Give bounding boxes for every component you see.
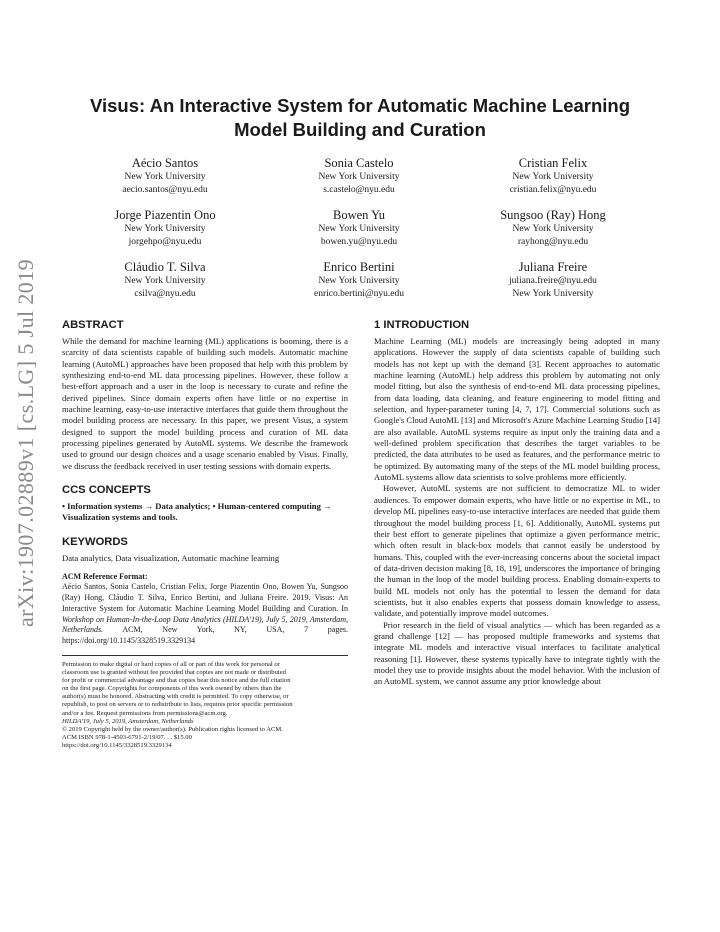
author-email: rayhong@nyu.edu <box>517 236 589 247</box>
reference-venue: Workshop on Human-In-the-Loop Data Analytics (HILDA'19), July 5, 2019, Amsterdam, Netherlands. <box>62 614 348 635</box>
author <box>456 155 650 196</box>
author-affiliation: New York University <box>512 224 594 234</box>
author <box>262 207 456 248</box>
keywords-heading: KEYWORDS <box>62 535 128 548</box>
ccs-concepts: • Information systems → Data analytics; • Human-centered computing → Visualization systems and tools. <box>62 501 332 523</box>
author-affiliation: New York University <box>318 276 400 286</box>
footnote-line: Permission to make digital or hard copies of all or part of this work for personal or <box>62 660 280 668</box>
author-name: Sungsoo (Ray) Hong <box>500 208 606 222</box>
intro-paragraph-2: However, AutoML systems are not sufficient to democratize ML to wider audiences. To empower domain experts, who have little or no expertise in ML, to develop ML pipelines easy-to-use interactive interfaces are needed that guide them throughout the model building process [1, 6]. Additionally, AutoML systems put their best effort to generate pipelines that optimize a given performance metric, which often result in black-box models that cannot easily be understood by humans. This, coupled with the ever-increasing concerns about the societal impact of data-driven decision making [8, 18, 19], underscores the importance of bringing the human in the loop of the model building process. Enabling domain-experts to build ML models not only has the potential to lessen the demand for data scientists, but it also enables experts that possess domain knowledge to assess, validate, and potentially improve model outcomes. <box>374 483 660 619</box>
author-name: Enrico Bertini <box>323 260 395 274</box>
author-name: Jorge Piazentin Ono <box>114 208 216 222</box>
right-column <box>374 318 660 688</box>
introduction-heading: 1 INTRODUCTION <box>374 319 470 331</box>
footnote-line: and/or a fee. Request permissions from permissions@acm.org. <box>62 709 228 717</box>
footnote-copyright: © 2019 Copyright held by the owner/author(s). Publication rights licensed to ACM. <box>62 725 283 733</box>
reference-format-text <box>62 582 348 647</box>
abstract-text: While the demand for machine learning (ML) applications is booming, there is a scarcity of data scientists capable of building such models. Automatic machine learning (AutoML) approaches have been proposed that help with this problem by synthesizing end-to-end ML data processing pipelines. However, these follow a best-effort approach and a user in the loop is necessary to curate and refine the derived pipelines. Since domain experts often have little or no expertise in machine learning, easy-to-use interactive interfaces that guide them throughout the model building process are necessary. In this paper, we present Visus, a system designed to support the model building process and curation of ML data processing pipelines generated by AutoML systems. We describe the framework used to ground our design choices and a usage scenario enabled by Visus. Finally, we discuss the feedback received in user testing sessions with domain experts. <box>62 336 348 471</box>
author-email: jorgehpo@nyu.edu <box>128 236 202 247</box>
footnote-line: classroom use is granted without fee provided that copies are not made or distributed <box>62 669 286 677</box>
author-affiliation: New York University <box>124 224 206 234</box>
permission-footnote <box>62 661 348 750</box>
author <box>68 155 262 196</box>
author-email: aecio.santos@nyu.edu <box>122 184 208 195</box>
reference-format-heading: ACM Reference Format: <box>62 572 148 582</box>
ccs-heading: CCS CONCEPTS <box>62 484 151 497</box>
author-name: Sonia Castelo <box>324 156 394 170</box>
author-affiliation: New York University <box>124 276 206 286</box>
footnote-isbn: ACM ISBN 978-1-4503-6791-2/19/07. . . $15.00 <box>62 733 192 741</box>
reference-publisher: ACM, New York, NY, USA, 7 pages. https://doi.org/10.1145/3328519.3329134 <box>62 625 348 646</box>
author-email: cristian.felix@nyu.edu <box>509 184 597 195</box>
author-affiliation: New York University <box>318 224 400 234</box>
abstract-heading: ABSTRACT <box>62 319 124 331</box>
ccs-text <box>62 501 348 524</box>
paper-title <box>60 94 660 142</box>
intro-paragraph-3: Prior research in the field of visual analytics — which has been regarded as a grand challenge [12] — has proposed multiple frameworks and systems that integrate ML models and interactive visual interfaces to facilitate analytical reasoning [1]. However, these systems typically have to integrate tightly with the model they use to provide insights about the model behavior. With the inclusion of an AutoML system, we cannot assume any prior knowledge about <box>374 619 660 687</box>
author <box>456 207 650 248</box>
author-email: juliana.freire@nyu.edu <box>509 276 597 286</box>
footnote-line: republish, to post on servers or to redistribute to lists, requires prior specific permission <box>62 701 293 709</box>
title-line-2: Model Building and Curation <box>234 119 486 140</box>
author <box>68 207 262 248</box>
author <box>456 259 650 300</box>
author-affiliation: New York University <box>512 172 594 182</box>
footnote-line: author(s) must be honored. Abstracting with credit is permitted. To copy otherwise, or <box>62 693 289 701</box>
author-email: csilva@nyu.edu <box>134 288 196 299</box>
arxiv-stamp <box>6 259 46 627</box>
author-name: Cristian Felix <box>518 156 588 170</box>
footnote-divider <box>62 655 348 656</box>
arxiv-stamp-text: arXiv:1907.02889v1 [cs.LG] 5 Jul 2019 <box>13 259 39 627</box>
author-name: Cláudio T. Silva <box>124 260 206 274</box>
author-affiliation: New York University <box>318 172 400 182</box>
author-name: Bowen Yu <box>333 208 385 222</box>
intro-paragraph-1: Machine Learning (ML) models are increasingly being adopted in many applications. However the supply of data scientists capable of building such models has not kept up with the demand [3]. Recent approaches to automatic machine learning (AutoML) help address this problem by automating not only model fitting, but also the synthesis of end-to-end ML data processing pipelines, from data loading, data cleaning, and feature engineering to model fitting and selection, and hyper-parameter tuning [4, 7, 17]. Commercial solutions such as Google's Cloud AutoML [13] and Microsoft's Azure Machine Learning Studio [14] are also available. AutoML systems require as input only the training data and a well-defined problem specification that describes the target variables to be predicted, the data attributes to be used as features, and the performance metric to be optimized. By automating many of the steps of the ML model building process, AutoML systems allow data scientists to solve problems more efficiently. <box>374 336 660 483</box>
author-name: Aécio Santos <box>131 156 199 170</box>
footnote-doi: https://doi.org/10.1145/3328519.3329134 <box>62 741 172 749</box>
author-affiliation: New York University <box>124 172 206 182</box>
author-block <box>68 155 650 300</box>
author-email: enrico.bertini@nyu.edu <box>314 288 404 299</box>
author-affiliation: New York University <box>512 288 594 299</box>
author <box>262 259 456 300</box>
author-name: Juliana Freire <box>518 260 588 274</box>
title-line-1: Visus: An Interactive System for Automatic Machine Learning <box>89 95 631 116</box>
author-email: bowen.yu@nyu.edu <box>320 236 398 247</box>
footnote-line: on the first page. Copyrights for components of this work owned by others than the <box>62 685 282 693</box>
author-email: s.castelo@nyu.edu <box>323 184 395 195</box>
author <box>262 155 456 196</box>
keywords-text: Data analytics, Data visualization, Automatic machine learning <box>62 552 280 563</box>
reference-authors: Aécio Santos, Sonia Castelo, Cristian Felix, Jorge Piazentin Ono, Bowen Yu, Sungsoo (Ray) Hong, Cláudio T. Silva, Enrico Bertini, and Juliana Freire. 2019. Visus: An Interactive System for Automatic Machine Learning Model Building and Curation. In <box>62 582 348 613</box>
author <box>68 259 262 300</box>
left-column <box>62 318 348 750</box>
footnote-venue: HILDA'19, July 5, 2019, Amsterdam, Netherlands <box>62 717 194 725</box>
footnote-line: for profit or commercial advantage and that copies bear this notice and the full citation <box>62 677 291 685</box>
